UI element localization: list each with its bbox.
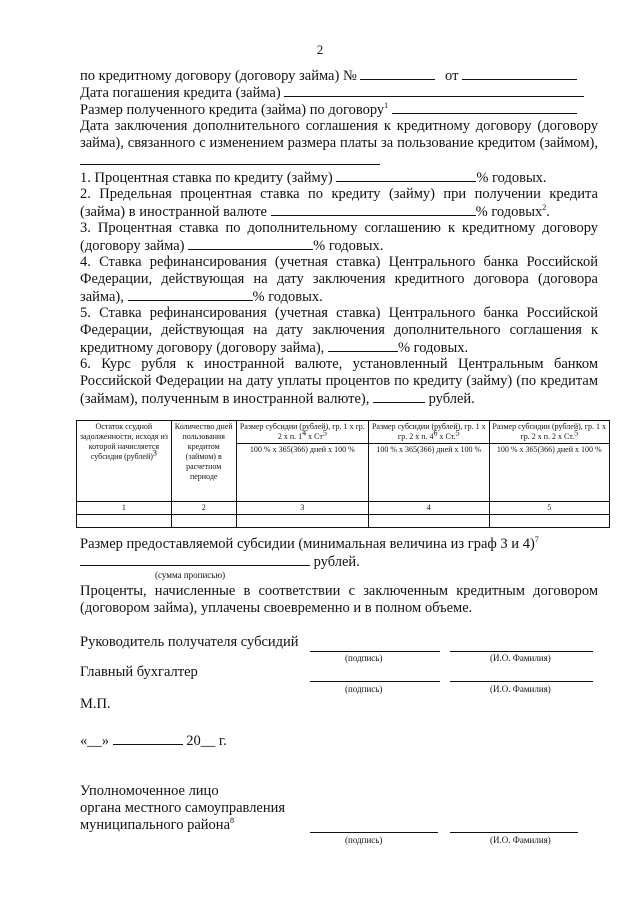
item-6-label: 6. Курс рубля к иностранной валюте, установленный Центральным банком Российской Федерации на дату уплаты процентов по кредиту (займу) (по кредитам (займам), полученным в иностранной валюте), [80, 356, 598, 407]
page-number: 2 [316, 42, 324, 57]
subsidy-unit: рублей. [313, 554, 360, 570]
item-5 [80, 305, 598, 357]
item-2-blank[interactable] [271, 203, 476, 216]
item-2-unit: % годовых [475, 204, 543, 220]
table-cell[interactable] [77, 515, 172, 528]
table-number-row [77, 502, 610, 515]
signature-caption: (подпись) [345, 835, 383, 845]
head-signature-line[interactable] [310, 650, 440, 652]
item-1-unit: % годовых. [476, 170, 547, 186]
footnote-ref: 7 [534, 535, 539, 545]
date-year: 20__ г. [186, 733, 227, 749]
authorized-line-2: органа местного самоуправления [80, 800, 286, 816]
accountant-label: Главный бухгалтер [80, 664, 198, 680]
item-4-blank[interactable] [128, 288, 253, 301]
subsidy-amount-line [80, 536, 539, 553]
authorized-line-1: Уполномоченное лицо [80, 783, 219, 799]
subsidy-table [76, 420, 610, 528]
contract-number-label: по кредитному договору (договору займа) № [80, 68, 357, 84]
supplement-date-paragraph [80, 118, 598, 170]
date-month-blank[interactable] [113, 732, 183, 745]
item-3 [80, 220, 598, 255]
item-3-unit: % годовых. [313, 238, 384, 254]
contract-date-blank[interactable] [462, 67, 577, 80]
item-4-unit: % годовых. [252, 289, 323, 305]
head-name-line[interactable] [450, 650, 593, 652]
repayment-date-line [80, 84, 584, 102]
table-row [77, 515, 610, 528]
table-cell[interactable] [236, 515, 368, 528]
amount-in-words-caption: (сумма прописью) [155, 570, 226, 580]
subsidy-words-line [80, 553, 360, 571]
table-cell[interactable] [171, 515, 236, 528]
header-col-2: Количество дней пользования кредитом (займом) в расчетном периоде [171, 421, 236, 502]
item-1 [80, 169, 547, 187]
credit-amount-line [80, 101, 577, 119]
footnote-ref: 1 [384, 101, 389, 111]
credit-amount-label: Размер полученного кредита (займа) по договору [80, 102, 385, 118]
name-caption: (И.О. Фамилия) [490, 653, 551, 663]
date-day: «__» [80, 733, 109, 749]
accountant-signature-line[interactable] [310, 680, 440, 682]
footnote-ref: 8 [230, 816, 234, 826]
item-3-label: 3. Процентная ставка по дополнительному соглашению к кредитному договору (договору займа) [80, 220, 598, 254]
formula-col-3: 100 % x 365(366) дней x 100 % [236, 444, 368, 502]
item-4-label: 4. Ставка рефинансирования (учетная ставка) Центрального банка Российской Федерации, действующая на дату заключения кредитного договора (договора займа), [80, 254, 598, 305]
table-header-row [77, 421, 610, 444]
item-6-blank[interactable] [373, 390, 425, 403]
item-6-unit: рублей. [428, 391, 475, 407]
subsidy-amount-label: Размер предоставляемой субсидии (минимальная величина из граф 3 и 4) [80, 536, 535, 552]
interest-statement: Проценты, начисленные в соответствии с заключенным кредитным договором (договором займа), уплачены своевременно и в полном объеме. [80, 583, 598, 616]
item-5-unit: % годовых. [397, 340, 469, 356]
formula-col-5: 100 % x 365(366) дней x 100 % [489, 444, 610, 502]
seal-label: М.П. [80, 696, 111, 712]
authorized-signature-line[interactable] [310, 831, 438, 833]
col-number: 3 [236, 502, 368, 515]
contract-number-line [80, 67, 577, 85]
header-col-3: Размер субсидии (рублей), гр. 1 x гр. 2 x п. $1^4$ x $Ст^5$ [236, 421, 368, 444]
accountant-name-line[interactable] [450, 680, 593, 682]
header-col-4: Размер субсидии (рублей), гр. 1 x гр. 2 x п. $4^6$ x Ст.$^5$ [369, 421, 489, 444]
table-cell[interactable] [369, 515, 489, 528]
col-number: 5 [489, 502, 610, 515]
item-2-period: . [546, 204, 550, 220]
name-caption: (И.О. Фамилия) [490, 684, 551, 694]
authorized-name-line[interactable] [450, 831, 578, 833]
item-6 [80, 356, 598, 408]
item-1-blank[interactable] [336, 169, 476, 182]
item-3-blank[interactable] [188, 237, 313, 250]
authorized-line-3: муниципального района$^8$ [80, 816, 234, 833]
item-4 [80, 254, 598, 306]
col-number: 2 [171, 502, 236, 515]
contract-number-blank[interactable] [360, 67, 435, 80]
head-label: Руководитель получателя субсидий [80, 634, 299, 650]
subsidy-words-blank[interactable] [80, 553, 310, 566]
repayment-date-label: Дата погашения кредита (займа) [80, 85, 281, 101]
item-2-label: 2. Предельная процентная ставка по кредиту (займу) при получении кредита (займа) в иностранной валюте [80, 186, 598, 220]
repayment-date-blank[interactable] [284, 84, 584, 97]
footnote-ref: 2 [542, 203, 547, 213]
header-col-5: Размер субсидии (рублей), гр. 1 x гр. 2 x п. 2 x Ст.$^5$ [489, 421, 610, 444]
item-1-label: 1. Процентная ставка по кредиту (займу) [80, 170, 333, 186]
item-2 [80, 186, 598, 221]
signature-caption: (подпись) [345, 684, 383, 694]
contract-date-label: от [445, 68, 459, 84]
col-number: 4 [369, 502, 489, 515]
supplement-date-blank[interactable] [80, 152, 380, 165]
signature-caption: (подпись) [345, 653, 383, 663]
name-caption: (И.О. Фамилия) [490, 835, 551, 845]
credit-amount-blank[interactable] [392, 101, 577, 114]
item-5-blank[interactable] [328, 339, 398, 352]
supplement-date-label: Дата заключения дополнительного соглашения к кредитному договору (договору займа), связанного с изменением размера платы за пользование кредитом (займом), [80, 118, 598, 151]
item-5-label: 5. Ставка рефинансирования (учетная ставка) Центрального банка Российской Федерации, действующая на дату заключения дополнительного соглашения к кредитному договору (договору займа), [80, 305, 598, 356]
header-col-1: Остаток ссудной задолженности, исходя из которой начисляется субсидия (рублей)$^3$ [77, 421, 172, 502]
formula-col-4: 100 % x 365(366) дней x 100 % [369, 444, 489, 502]
date-line [80, 732, 227, 750]
table-cell[interactable] [489, 515, 610, 528]
col-number: 1 [77, 502, 172, 515]
